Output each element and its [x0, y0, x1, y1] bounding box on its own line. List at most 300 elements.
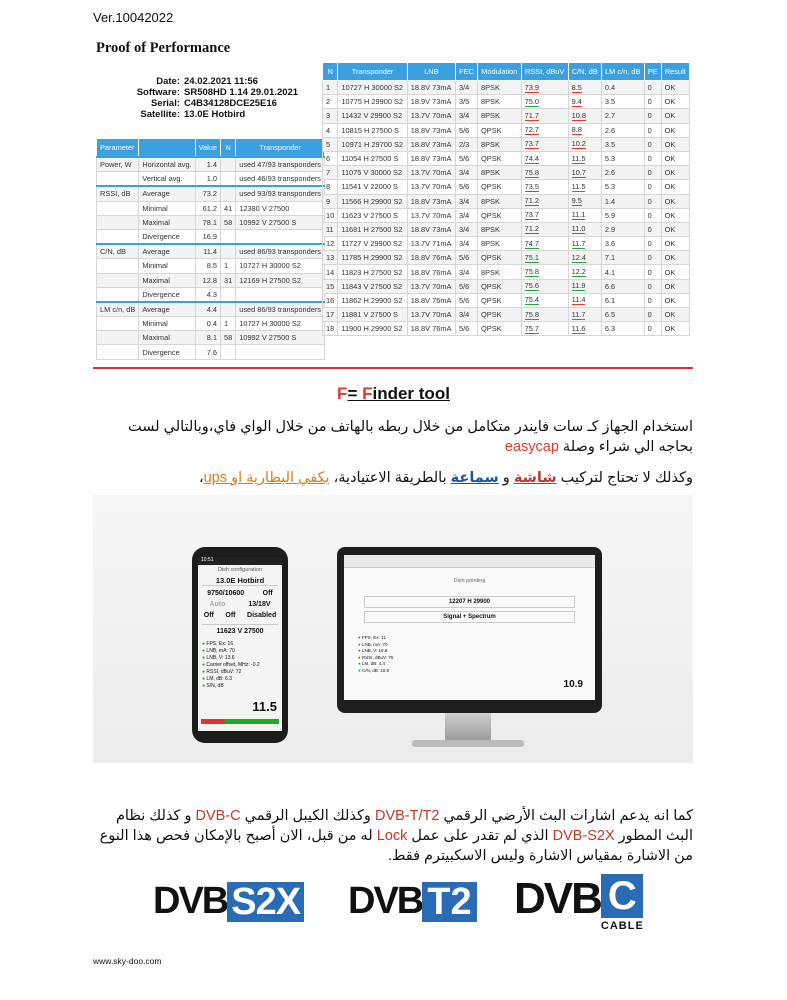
table-cell: 3/4 [455, 81, 477, 95]
table-cell: C/N, dB [97, 244, 139, 259]
table-cell: OK [661, 109, 689, 123]
table-cell [521, 208, 568, 222]
table-cell: 10992 V 27500 S [236, 215, 325, 229]
table-cell [220, 244, 235, 259]
table-cell: 4.3 [195, 287, 220, 302]
table-cell: 1 [323, 81, 338, 95]
table-cell: 0 [644, 123, 661, 137]
table-row [323, 81, 690, 95]
phone-signal-value: 11.5 [252, 699, 277, 714]
table-cell: 3/4 [455, 194, 477, 208]
table-cell: 18.8V 73mA [407, 81, 455, 95]
table-cell: 2.6 [601, 166, 644, 180]
table-cell: 12 [323, 237, 338, 251]
table-cell: 41 [220, 201, 235, 215]
table-cell: 11.4 [195, 244, 220, 259]
table-row [97, 157, 325, 172]
table-cell: 11881 V 27500 S [338, 308, 407, 322]
table-cell [521, 180, 568, 194]
table-cell: QPSK [478, 251, 522, 265]
page-title: Proof of Performance [96, 40, 231, 56]
phone-auto: Auto [209, 601, 226, 608]
table-cell: 4.1 [601, 265, 644, 279]
table-row [323, 151, 690, 165]
table-cell: 8PSK [478, 109, 522, 123]
table-cell [568, 194, 601, 208]
table-cell [568, 237, 601, 251]
table-cell: OK [661, 308, 689, 322]
table-cell: QPSK [478, 322, 522, 336]
table-row [323, 279, 690, 293]
table-cell [568, 308, 601, 322]
phone-lnb: 9750/10600 [207, 590, 245, 597]
phone-tone: Off [262, 590, 273, 597]
table-cell [568, 279, 601, 293]
table-cell: 8PSK [478, 265, 522, 279]
phone-stat-text: Carrier offset, MHz: -0.2 [206, 662, 260, 668]
para2-and: و [498, 470, 514, 486]
cn-value: 9.4 [571, 96, 582, 106]
table-cell: 11623 V 27500 S [338, 208, 407, 222]
table-cell: 13.7V 70mA [407, 208, 455, 222]
monitor-stat-text: LM, dB: 4.4 [361, 661, 385, 666]
table-cell: QPSK [478, 279, 522, 293]
rssi-value: 75.7 [524, 323, 540, 333]
table-cell [568, 81, 601, 95]
table-cell: 1 [220, 259, 235, 273]
table-cell: used 93/93 transponders [236, 186, 325, 201]
table-cell: 3/5 [455, 95, 477, 109]
table-cell: 7.1 [601, 251, 644, 265]
table-cell [220, 172, 235, 187]
speaker-word: سماعة [450, 470, 499, 486]
table-cell: QPSK [478, 123, 522, 137]
table-cell [568, 166, 601, 180]
table-cell [220, 186, 235, 201]
table-cell: Minimal [139, 201, 195, 215]
table-cell: 5/6 [455, 151, 477, 165]
table-cell [97, 215, 139, 229]
table-cell: 31 [220, 273, 235, 287]
para2-text-e: بالطريقة الاعتيادية، [329, 470, 451, 486]
table-cell: 2.9 [601, 222, 644, 236]
table-cell: 18 [323, 322, 338, 336]
phone-signal-bar [201, 719, 279, 724]
table-cell: 18.8V 76mA [407, 293, 455, 307]
table-cell: 5/6 [455, 251, 477, 265]
table-cell: 1.4 [195, 157, 220, 172]
table-cell: OK [661, 279, 689, 293]
table-cell: Average [139, 244, 195, 259]
table-row [97, 317, 325, 331]
table-cell: 6.3 [601, 322, 644, 336]
table-cell: 0 [644, 265, 661, 279]
table-cell: 0 [644, 180, 661, 194]
table-cell [236, 229, 325, 244]
table-row [323, 237, 690, 251]
table-cell: 0.4 [601, 81, 644, 95]
paragraph-no-screen [93, 468, 693, 488]
table-cell: 15 [323, 279, 338, 293]
table-cell: 13.7V 70mA [407, 166, 455, 180]
info-key: Satellite: [140, 109, 180, 120]
cn-value: 11.5 [571, 181, 586, 191]
table-cell: used 46/93 transponders [236, 172, 325, 187]
table-row [323, 194, 690, 208]
finder-equals: = [347, 384, 363, 403]
table-cell: 10727 H 30000 S2 [338, 81, 407, 95]
table-cell [220, 302, 235, 317]
cn-value: 12.2 [571, 267, 586, 277]
table-cell: 3/4 [455, 208, 477, 222]
table-cell: 5/6 [455, 322, 477, 336]
table-cell: 8PSK [478, 237, 522, 251]
table-cell [97, 172, 139, 187]
table-cell: 10992 V 27500 S [236, 331, 325, 345]
table-cell: 0 [644, 109, 661, 123]
battery-ups-text: يكفي البطارية او ups [203, 470, 330, 486]
table-header-cell: RSSI, dBuV [521, 63, 568, 81]
table-cell: 4 [323, 123, 338, 137]
easycap-text: easycap [504, 439, 559, 455]
table-cell [521, 81, 568, 95]
table-header-cell: LNB [407, 63, 455, 81]
table-cell: OK [661, 180, 689, 194]
cn-value: 12.4 [571, 252, 586, 262]
table-cell [568, 208, 601, 222]
table-row [323, 208, 690, 222]
status-dot-icon: ● [202, 662, 207, 668]
phone-stat-line [202, 641, 282, 648]
monitor-transponder: 12207 H 29900 [364, 596, 575, 608]
table-cell: 8PSK [478, 194, 522, 208]
para3-a: كما انه يدعم اشارات البث الأرضي الرقمي [439, 808, 693, 824]
table-cell [521, 222, 568, 236]
table-cell: 6 [323, 151, 338, 165]
table-cell: 0 [644, 95, 661, 109]
table-header-cell: Parameter [97, 139, 139, 158]
table-cell: 0 [644, 194, 661, 208]
phone-stat-text: LNB, V: 13.6 [206, 655, 235, 661]
summary-table [96, 138, 325, 360]
phone-stat-line [202, 655, 282, 662]
table-cell: 0 [644, 237, 661, 251]
table-cell: Divergence [139, 345, 195, 359]
table-cell [568, 95, 601, 109]
phone-stats [202, 641, 282, 690]
browser-bar [344, 555, 595, 568]
table-cell: 13.7V 70mA [407, 279, 455, 293]
info-value: SR508HD 1.14 29.01.2021 [184, 87, 299, 98]
monitor-stat-line [358, 668, 595, 675]
table-cell: 3/4 [455, 265, 477, 279]
table-cell: 18.8V 76mA [407, 251, 455, 265]
table-cell: used 86/93 transponders [236, 244, 325, 259]
dvb-s2x-text: DVB-S2X [552, 828, 615, 844]
para3-e: و كذلك نظام البث المطور [115, 808, 693, 844]
paragraph-dvb-support [93, 806, 693, 866]
table-cell [521, 237, 568, 251]
table-cell: Minimal [139, 317, 195, 331]
table-cell: 3.6 [601, 237, 644, 251]
table-cell: 11862 H 29900 S2 [338, 293, 407, 307]
table-cell [568, 322, 601, 336]
table-cell: OK [661, 95, 689, 109]
transponder-table [322, 62, 690, 336]
table-cell: 2.7 [601, 109, 644, 123]
info-row [96, 109, 298, 120]
table-cell: OK [661, 322, 689, 336]
table-cell: 16 [323, 293, 338, 307]
rssi-value: 74.7 [524, 238, 540, 248]
table-cell [97, 273, 139, 287]
table-cell: OK [661, 137, 689, 151]
status-dot-icon: ● [358, 635, 362, 640]
table-cell: 3.5 [601, 137, 644, 151]
phone-stat-text: S/N, dB [206, 683, 224, 689]
cn-value: 10.2 [571, 139, 586, 149]
table-cell: 18.8V 73mA [407, 151, 455, 165]
table-cell: 10727 H 30000 S2 [236, 317, 325, 331]
rssi-value: 75.8 [524, 167, 540, 177]
table-cell: Divergence [139, 287, 195, 302]
dvb-c-text: DVB-C [195, 808, 241, 824]
table-cell: Vertical avg. [139, 172, 195, 187]
status-dot-icon: ● [202, 641, 207, 647]
cn-value: 10.7 [571, 167, 586, 177]
monitor-stand [445, 713, 491, 741]
table-row [323, 123, 690, 137]
table-cell: 18.8V 73mA [407, 222, 455, 236]
table-cell: 0 [644, 293, 661, 307]
table-cell: 0 [644, 151, 661, 165]
table-cell: 9 [323, 194, 338, 208]
monitor-stat-text: RSSI, dBuV: 75 [361, 654, 394, 660]
table-cell: 14 [323, 265, 338, 279]
table-cell: 5 [323, 137, 338, 151]
table-cell: Horizontal avg. [139, 157, 195, 172]
table-cell: 2/3 [455, 137, 477, 151]
footer-url: www.sky-doo.com [93, 956, 162, 966]
table-cell [220, 287, 235, 302]
table-cell: 10727 H 30000 S2 [236, 259, 325, 273]
t2-logo-mark: T2 [422, 882, 476, 922]
table-cell: QPSK [478, 180, 522, 194]
c-logo-cable: CABLE [600, 920, 644, 932]
table-cell [521, 265, 568, 279]
phone-mockup [192, 547, 288, 743]
table-cell: OK [661, 194, 689, 208]
rssi-value: 75.1 [524, 252, 540, 262]
table-cell: OK [661, 166, 689, 180]
table-cell: Average [139, 186, 195, 201]
dvb-c-logo [514, 874, 644, 932]
table-cell: 10775 H 29900 S2 [338, 95, 407, 109]
status-dot-icon: ● [358, 648, 362, 653]
table-row [97, 186, 325, 201]
table-cell: OK [661, 237, 689, 251]
table-cell: 1.4 [601, 194, 644, 208]
monitor-base [412, 740, 524, 747]
rssi-value: 75.4 [524, 295, 540, 305]
report-info [96, 76, 298, 120]
phone-satellite: 13.0E Hotbird [202, 576, 278, 586]
table-cell: QPSK [478, 208, 522, 222]
table-cell: 0 [644, 322, 661, 336]
table-header-cell: Transponder [338, 63, 407, 81]
table-cell [97, 287, 139, 302]
phone-transponder: 11623 V 27500 [202, 624, 278, 635]
table-cell [568, 222, 601, 236]
table-cell: used 47/93 transponders [236, 157, 325, 172]
table-cell [568, 151, 601, 165]
finder-rest: inder tool [372, 384, 450, 403]
table-cell [97, 317, 139, 331]
t2-logo-dvb: DVB [348, 880, 423, 922]
table-cell: 5.9 [601, 208, 644, 222]
rssi-value: 75.6 [524, 281, 540, 291]
table-cell: Average [139, 302, 195, 317]
table-row [97, 229, 325, 244]
table-cell: 11681 H 27500 S2 [338, 222, 407, 236]
rssi-value: 75.0 [524, 96, 540, 106]
table-cell: 0 [644, 81, 661, 95]
table-cell: 11785 H 29900 S2 [338, 251, 407, 265]
table-row [97, 215, 325, 229]
table-cell: 13.7V 70mA [407, 180, 455, 194]
table-cell: 12.8 [195, 273, 220, 287]
table-cell: Maximal [139, 215, 195, 229]
table-cell [521, 251, 568, 265]
table-row [323, 265, 690, 279]
table-cell: OK [661, 265, 689, 279]
monitor-stat-text: LNB, V: 18.8 [361, 648, 388, 653]
table-cell [97, 259, 139, 273]
table-cell: RSSI, dB [97, 186, 139, 201]
paragraph-wifi [93, 417, 693, 457]
c-logo-mark: C [601, 874, 643, 918]
table-cell [568, 137, 601, 151]
table-row [323, 251, 690, 265]
table-cell [521, 322, 568, 336]
table-cell: 18.8V 73mA [407, 123, 455, 137]
table-row [323, 166, 690, 180]
rssi-value: 71.2 [524, 196, 540, 206]
phone-screen [198, 557, 282, 731]
table-cell: 3.5 [601, 95, 644, 109]
table-cell: 12169 H 27500 S2 [236, 273, 325, 287]
phone-stat-text: LNB, mA: 70 [206, 648, 235, 654]
rssi-value: 73.5 [524, 181, 540, 191]
table-cell: 8.5 [195, 259, 220, 273]
dvb-t2-logo [348, 880, 477, 923]
table-header-cell: FEC [455, 63, 477, 81]
phone-diseqc-2: Off [225, 612, 236, 619]
table-cell [568, 251, 601, 265]
table-cell: 18.8V 73mA [407, 194, 455, 208]
rssi-value: 73.7 [524, 139, 540, 149]
table-cell: 4.4 [195, 302, 220, 317]
table-cell: OK [661, 251, 689, 265]
info-key: Date: [156, 76, 180, 87]
rssi-value: 74.4 [524, 153, 540, 163]
table-cell [521, 95, 568, 109]
table-cell: 1 [220, 317, 235, 331]
rssi-value: 75.8 [524, 309, 540, 319]
table-cell: 18.9V 73mA [407, 95, 455, 109]
table-row [97, 302, 325, 317]
table-cell [568, 293, 601, 307]
status-dot-icon: ● [358, 654, 362, 660]
phone-status-bar: 10:51 [198, 557, 282, 565]
rssi-value: 73.7 [524, 210, 540, 220]
table-row [97, 172, 325, 187]
table-header-cell: C/N, dB [568, 63, 601, 81]
table-header-cell [139, 139, 195, 158]
monitor-stats [358, 635, 595, 674]
s2x-logo-dvb: DVB [153, 880, 228, 922]
status-dot-icon: ● [358, 661, 362, 666]
table-cell: 58 [220, 331, 235, 345]
table-row [97, 244, 325, 259]
screen-word: شاشة [513, 470, 557, 486]
table-row [323, 222, 690, 236]
table-header-row [97, 139, 325, 158]
table-cell: 58 [220, 215, 235, 229]
info-value: C4B34128DCE25E16 [184, 98, 277, 109]
rssi-value: 72.7 [524, 125, 540, 135]
table-cell: 0 [644, 137, 661, 151]
dvb-s2x-logo [153, 880, 304, 923]
table-cell [220, 157, 235, 172]
table-cell: 13.7V 71mA [407, 237, 455, 251]
table-cell: Power, W [97, 157, 139, 172]
table-cell: OK [661, 222, 689, 236]
status-dot-icon: ● [202, 669, 207, 675]
table-cell: 10 [323, 208, 338, 222]
table-row [97, 201, 325, 215]
version-label: Ver.10042022 [93, 10, 174, 25]
monitor-stat-text: C/N, dB: 10.9 [361, 667, 389, 673]
table-row [97, 331, 325, 345]
table-cell: 6.6 [601, 279, 644, 293]
cn-value: 11.1 [571, 210, 586, 220]
table-cell [521, 194, 568, 208]
table-cell: 12380 V 27500 [236, 201, 325, 215]
table-cell: QPSK [478, 308, 522, 322]
table-cell: 3/4 [455, 237, 477, 251]
table-cell [521, 109, 568, 123]
cn-value: 11.0 [571, 224, 586, 234]
phone-voltage: 13/18V [248, 601, 271, 608]
table-cell: 3/4 [455, 222, 477, 236]
table-cell: 2.6 [601, 123, 644, 137]
table-cell: 10971 H 29700 S2 [338, 137, 407, 151]
table-cell: 8PSK [478, 81, 522, 95]
status-dot-icon: ● [202, 655, 207, 661]
monitor-mockup [337, 547, 602, 713]
table-cell: 8PSK [478, 166, 522, 180]
cn-value: 11.9 [571, 281, 586, 291]
finder-letter-f: F [337, 384, 348, 403]
table-cell: Maximal [139, 331, 195, 345]
para1-text: استخدام الجهاز كـ سات فايندر متكامل من خلال ربطه بالهاتف من خلال الواي فاي،وبالتالي لست بحاجه الي شراء وصلة [128, 419, 693, 455]
info-key: Software: [136, 87, 180, 98]
section-divider [93, 367, 693, 369]
table-cell: 5/6 [455, 293, 477, 307]
table-row [323, 308, 690, 322]
para3-c: وكذلك الكيبل الرقمي [240, 808, 375, 824]
